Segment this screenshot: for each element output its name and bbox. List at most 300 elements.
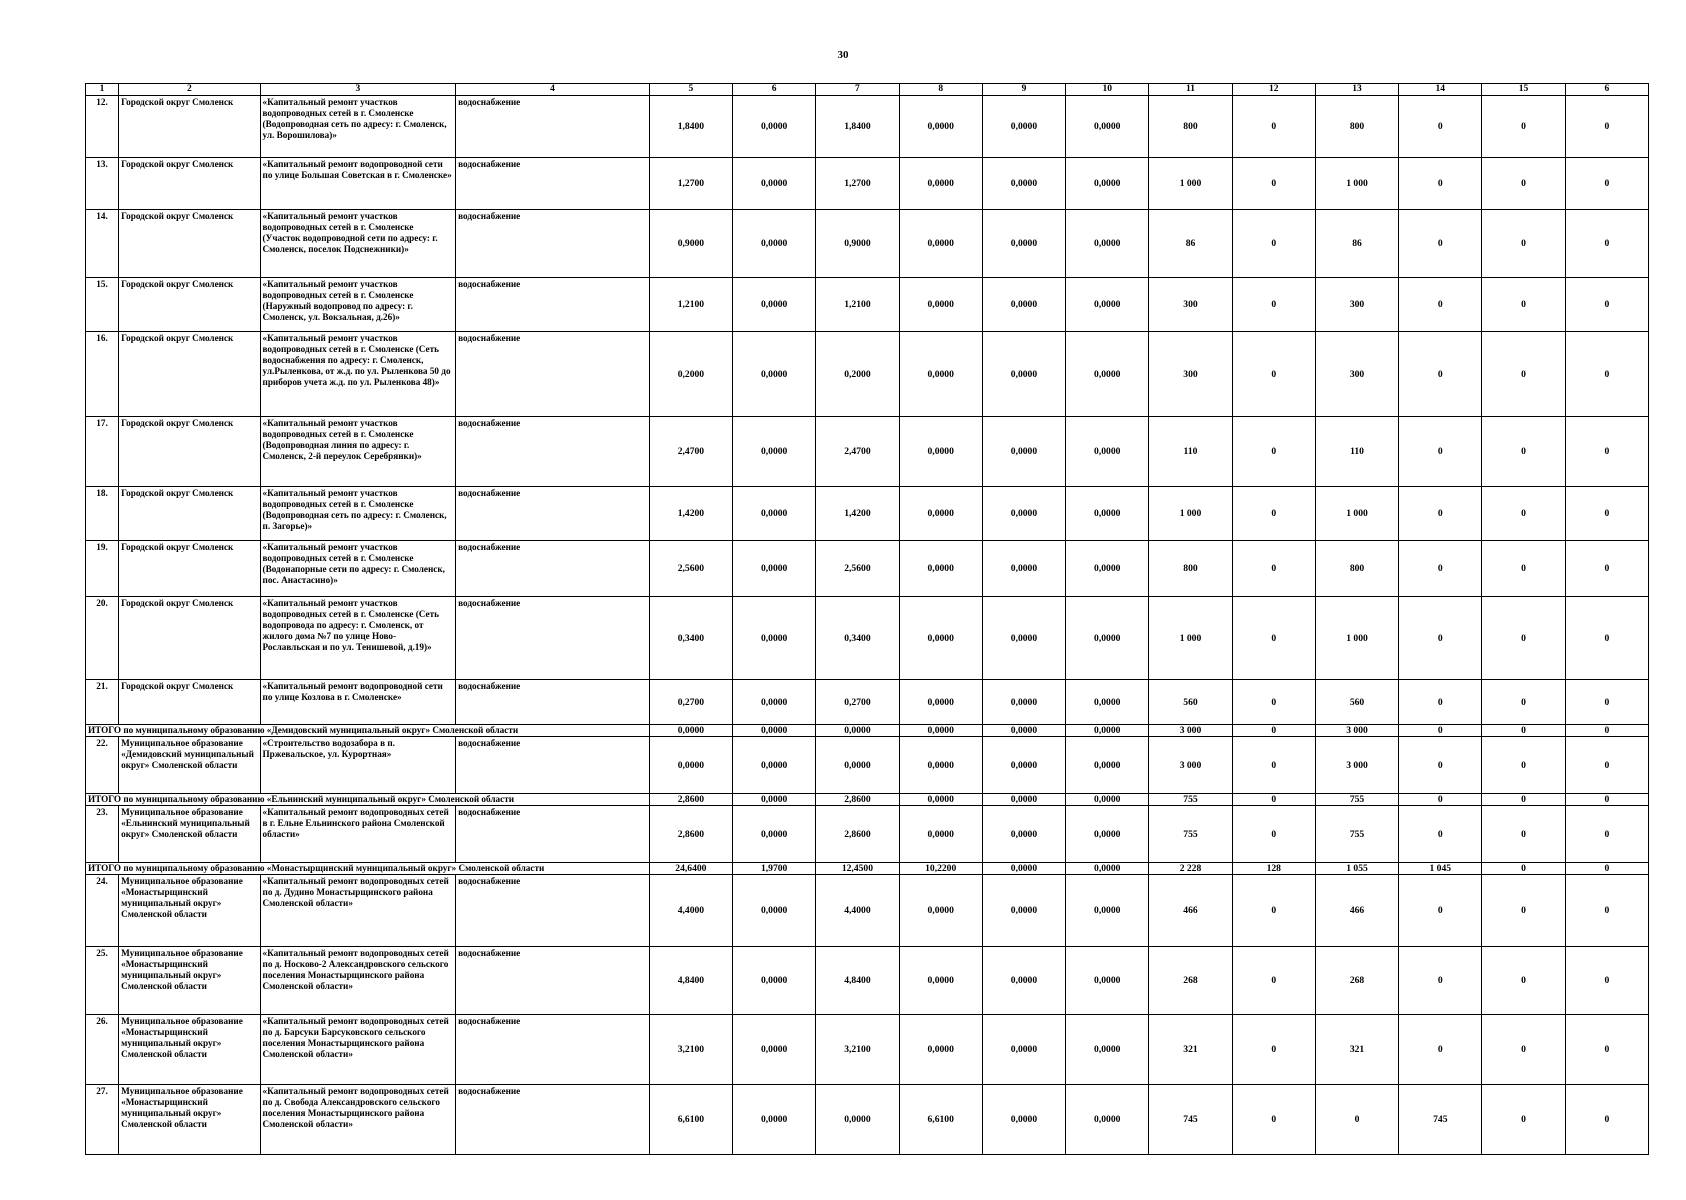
value-cell: 745 xyxy=(1149,1085,1232,1155)
value-cell: 745 xyxy=(1399,1085,1482,1155)
value-cell: 0 xyxy=(1399,158,1482,210)
value-cell: 1,8400 xyxy=(816,96,899,158)
value-cell: 0,0000 xyxy=(733,417,816,487)
value-cell: 2,8600 xyxy=(649,794,732,806)
value-cell: 0 xyxy=(1232,725,1315,737)
value-cell: 0,0000 xyxy=(982,680,1065,725)
value-cell: 0,0000 xyxy=(1066,680,1149,725)
value-cell: 2,8600 xyxy=(816,794,899,806)
value-cell: 0 xyxy=(1565,806,1648,863)
value-cell: 0 xyxy=(1232,947,1315,1015)
value-cell: 0,0000 xyxy=(899,487,982,541)
value-cell: 755 xyxy=(1315,794,1398,806)
value-cell: 1,2700 xyxy=(649,158,732,210)
value-cell: 0 xyxy=(1232,210,1315,278)
project-name-cell: «Капитальный ремонт участков водопроводных сетей в г. Смоленске (Водонапорные сети по адресу: г. Смоленск, пос. Анастасино)» xyxy=(260,541,456,597)
column-number-header: 14 xyxy=(1399,84,1482,96)
value-cell: 0,0000 xyxy=(1066,947,1149,1015)
value-cell: 1 000 xyxy=(1315,487,1398,541)
value-cell: 86 xyxy=(1315,210,1398,278)
value-cell: 0,0000 xyxy=(982,597,1065,680)
value-cell: 0,0000 xyxy=(733,737,816,794)
row-number: 25. xyxy=(86,947,119,1015)
value-cell: 0,0000 xyxy=(733,794,816,806)
value-cell: 0,2000 xyxy=(816,332,899,417)
value-cell: 560 xyxy=(1149,680,1232,725)
value-cell: 0,0000 xyxy=(1066,875,1149,947)
value-cell: 110 xyxy=(1315,417,1398,487)
value-cell: 0,0000 xyxy=(733,332,816,417)
value-cell: 4,8400 xyxy=(816,947,899,1015)
value-cell: 0 xyxy=(1565,210,1648,278)
value-cell: 12,4500 xyxy=(816,863,899,875)
value-cell: 24,6400 xyxy=(649,863,732,875)
column-number-header: 15 xyxy=(1482,84,1565,96)
value-cell: 0 xyxy=(1565,725,1648,737)
value-cell: 0,0000 xyxy=(1066,1085,1149,1155)
value-cell: 0,0000 xyxy=(733,1085,816,1155)
value-cell: 800 xyxy=(1149,541,1232,597)
value-cell: 0 xyxy=(1482,597,1565,680)
column-number-header: 12 xyxy=(1232,84,1315,96)
subtotal-label: ИТОГО по муниципальному образованию «Демидовский муниципальный округ» Смоленской области xyxy=(86,725,650,737)
value-cell: 0 xyxy=(1315,1085,1398,1155)
municipality-cell: Городской округ Смоленск xyxy=(119,96,260,158)
value-cell: 0 xyxy=(1482,863,1565,875)
value-cell: 0,0000 xyxy=(899,1015,982,1085)
column-number-header: 10 xyxy=(1066,84,1149,96)
municipality-cell: Муниципальное образование «Ельнинский муниципальный округ» Смоленской области xyxy=(119,806,260,863)
value-cell: 0,0000 xyxy=(733,1015,816,1085)
category-cell: водоснабжение xyxy=(456,947,650,1015)
value-cell: 0 xyxy=(1565,417,1648,487)
value-cell: 755 xyxy=(1149,806,1232,863)
value-cell: 321 xyxy=(1315,1015,1398,1085)
project-name-cell: «Капитальный ремонт водопроводных сетей по д. Свобода Александровского сельского поселения Монастырщинского района Смоленской области» xyxy=(260,1085,456,1155)
value-cell: 0 xyxy=(1482,487,1565,541)
value-cell: 0 xyxy=(1565,794,1648,806)
row-number: 26. xyxy=(86,1015,119,1085)
value-cell: 0,0000 xyxy=(899,210,982,278)
value-cell: 0,2700 xyxy=(649,680,732,725)
value-cell: 0,0000 xyxy=(982,487,1065,541)
table-row xyxy=(86,210,1649,278)
row-number: 23. xyxy=(86,806,119,863)
row-number: 13. xyxy=(86,158,119,210)
value-cell: 0 xyxy=(1565,947,1648,1015)
category-cell: водоснабжение xyxy=(456,806,650,863)
category-cell: водоснабжение xyxy=(456,158,650,210)
value-cell: 3,2100 xyxy=(649,1015,732,1085)
value-cell: 0 xyxy=(1399,278,1482,332)
value-cell: 0,0000 xyxy=(1066,278,1149,332)
value-cell: 0,0000 xyxy=(1066,737,1149,794)
value-cell: 1 000 xyxy=(1149,487,1232,541)
value-cell: 3,2100 xyxy=(816,1015,899,1085)
municipality-cell: Городской округ Смоленск xyxy=(119,597,260,680)
value-cell: 0 xyxy=(1399,541,1482,597)
value-cell: 0 xyxy=(1399,680,1482,725)
row-number: 21. xyxy=(86,680,119,725)
column-number-header: 5 xyxy=(649,84,732,96)
value-cell: 0,9000 xyxy=(649,210,732,278)
value-cell: 0,0000 xyxy=(733,278,816,332)
value-cell: 0,0000 xyxy=(899,794,982,806)
category-cell: водоснабжение xyxy=(456,1015,650,1085)
value-cell: 0 xyxy=(1565,96,1648,158)
project-name-cell: «Капитальный ремонт участков водопроводных сетей в г. Смоленске (Сеть водоснабжения по адресу: г. Смоленск, ул.Рыленкова, от ж.д. по ул. Рыленкова 50 до приборов учета ж.д. по ул. Рыленкова 48)» xyxy=(260,332,456,417)
value-cell: 0 xyxy=(1232,158,1315,210)
value-cell: 0,0000 xyxy=(982,158,1065,210)
value-cell: 0,0000 xyxy=(899,680,982,725)
category-cell: водоснабжение xyxy=(456,487,650,541)
value-cell: 0,2700 xyxy=(816,680,899,725)
municipality-cell: Муниципальное образование «Демидовский муниципальный округ» Смоленской области xyxy=(119,737,260,794)
value-cell: 2,5600 xyxy=(816,541,899,597)
value-cell: 0 xyxy=(1399,487,1482,541)
category-cell: водоснабжение xyxy=(456,680,650,725)
value-cell: 0,0000 xyxy=(733,487,816,541)
value-cell: 0 xyxy=(1232,680,1315,725)
value-cell: 3 000 xyxy=(1149,725,1232,737)
project-name-cell: «Капитальный ремонт водопроводных сетей по д. Дудино Монастырщинского района Смоленской области» xyxy=(260,875,456,947)
value-cell: 86 xyxy=(1149,210,1232,278)
value-cell: 0 xyxy=(1565,1085,1648,1155)
value-cell: 0,0000 xyxy=(982,794,1065,806)
table-row xyxy=(86,875,1649,947)
value-cell: 300 xyxy=(1149,278,1232,332)
value-cell: 0,0000 xyxy=(982,806,1065,863)
value-cell: 4,4000 xyxy=(816,875,899,947)
table-row xyxy=(86,947,1649,1015)
column-number-header: 9 xyxy=(982,84,1065,96)
value-cell: 0 xyxy=(1482,947,1565,1015)
value-cell: 0,9000 xyxy=(816,210,899,278)
row-number: 19. xyxy=(86,541,119,597)
project-name-cell: «Капитальный ремонт водопроводных сетей по д. Барсуки Барсуковского сельского поселения Монастырщинского района Смоленской области» xyxy=(260,1015,456,1085)
value-cell: 0,0000 xyxy=(733,96,816,158)
value-cell: 3 000 xyxy=(1315,737,1398,794)
value-cell: 0 xyxy=(1232,332,1315,417)
category-cell: водоснабжение xyxy=(456,541,650,597)
value-cell: 0 xyxy=(1232,487,1315,541)
column-number-header: 7 xyxy=(816,84,899,96)
value-cell: 0 xyxy=(1232,794,1315,806)
value-cell: 0 xyxy=(1482,210,1565,278)
value-cell: 0 xyxy=(1232,1015,1315,1085)
value-cell: 1,2100 xyxy=(649,278,732,332)
value-cell: 0,0000 xyxy=(1066,863,1149,875)
value-cell: 0 xyxy=(1565,487,1648,541)
value-cell: 0,0000 xyxy=(1066,725,1149,737)
row-number: 27. xyxy=(86,1085,119,1155)
category-cell: водоснабжение xyxy=(456,597,650,680)
column-number-row xyxy=(86,84,1649,96)
value-cell: 0 xyxy=(1482,725,1565,737)
value-cell: 0,3400 xyxy=(649,597,732,680)
project-name-cell: «Капитальный ремонт участков водопроводных сетей в г. Смоленске (Участок водопроводной сети по адресу: г. Смоленск, поселок Подснежники)» xyxy=(260,210,456,278)
value-cell: 0,0000 xyxy=(733,541,816,597)
value-cell: 0,0000 xyxy=(1066,806,1149,863)
value-cell: 0 xyxy=(1232,875,1315,947)
value-cell: 1 045 xyxy=(1399,863,1482,875)
subtotal-label: ИТОГО по муниципальному образованию «Монастырщинский муниципальный округ» Смоленской области xyxy=(86,863,650,875)
project-name-cell: «Капитальный ремонт водопроводной сети по улице Большая Советская в г. Смоленске» xyxy=(260,158,456,210)
value-cell: 10,2200 xyxy=(899,863,982,875)
investment-program-table xyxy=(85,83,1649,1155)
value-cell: 0,0000 xyxy=(899,158,982,210)
value-cell: 0,0000 xyxy=(733,680,816,725)
value-cell: 6,6100 xyxy=(649,1085,732,1155)
project-name-cell: «Капитальный ремонт участков водопроводных сетей в г. Смоленске (Водопроводная линия по адресу: г. Смоленск, 2-й переулок Серебрянки)» xyxy=(260,417,456,487)
municipality-cell: Муниципальное образование «Монастырщинский муниципальный округ» Смоленской области xyxy=(119,1085,260,1155)
column-number-header: 6 xyxy=(733,84,816,96)
municipality-cell: Городской округ Смоленск xyxy=(119,332,260,417)
value-cell: 0,0000 xyxy=(899,417,982,487)
row-number: 20. xyxy=(86,597,119,680)
value-cell: 0,0000 xyxy=(899,737,982,794)
category-cell: водоснабжение xyxy=(456,417,650,487)
column-number-header: 11 xyxy=(1149,84,1232,96)
row-number: 24. xyxy=(86,875,119,947)
value-cell: 0,0000 xyxy=(1066,794,1149,806)
value-cell: 1 000 xyxy=(1315,597,1398,680)
value-cell: 0 xyxy=(1232,278,1315,332)
value-cell: 1 055 xyxy=(1315,863,1398,875)
value-cell: 0 xyxy=(1565,541,1648,597)
value-cell: 0 xyxy=(1482,806,1565,863)
value-cell: 0,0000 xyxy=(982,96,1065,158)
project-name-cell: «Капитальный ремонт водопроводных сетей в г. Ельне Ельнинского района Смоленской области» xyxy=(260,806,456,863)
municipality-cell: Городской округ Смоленск xyxy=(119,210,260,278)
value-cell: 0,0000 xyxy=(733,210,816,278)
column-number-header: 2 xyxy=(119,84,260,96)
value-cell: 800 xyxy=(1315,96,1398,158)
category-cell: водоснабжение xyxy=(456,1085,650,1155)
value-cell: 0 xyxy=(1399,332,1482,417)
value-cell: 0 xyxy=(1565,158,1648,210)
value-cell: 0 xyxy=(1565,332,1648,417)
municipality-cell: Городской округ Смоленск xyxy=(119,487,260,541)
value-cell: 0,0000 xyxy=(982,1085,1065,1155)
value-cell: 0,0000 xyxy=(982,863,1065,875)
table-row xyxy=(86,680,1649,725)
value-cell: 0 xyxy=(1482,96,1565,158)
value-cell: 0,0000 xyxy=(982,947,1065,1015)
value-cell: 0,0000 xyxy=(816,1085,899,1155)
value-cell: 0 xyxy=(1399,96,1482,158)
value-cell: 1,2100 xyxy=(816,278,899,332)
value-cell: 0,2000 xyxy=(649,332,732,417)
table-row xyxy=(86,487,1649,541)
value-cell: 321 xyxy=(1149,1015,1232,1085)
table-row xyxy=(86,1085,1649,1155)
value-cell: 6,6100 xyxy=(899,1085,982,1155)
project-name-cell: «Капитальный ремонт участков водопроводных сетей в г. Смоленске (Наружный водопровод по адресу: г. Смоленск, ул. Вокзальная, д.26)» xyxy=(260,278,456,332)
table-row xyxy=(86,806,1649,863)
value-cell: 3 000 xyxy=(1149,737,1232,794)
value-cell: 0 xyxy=(1482,278,1565,332)
table-row xyxy=(86,1015,1649,1085)
table-row xyxy=(86,332,1649,417)
column-number-header: 6 xyxy=(1565,84,1648,96)
value-cell: 0 xyxy=(1565,278,1648,332)
value-cell: 0,0000 xyxy=(1066,332,1149,417)
page-number: 30 xyxy=(837,49,849,61)
value-cell: 0 xyxy=(1232,597,1315,680)
value-cell: 0,0000 xyxy=(1066,487,1149,541)
value-cell: 0,0000 xyxy=(899,725,982,737)
value-cell: 4,4000 xyxy=(649,875,732,947)
value-cell: 0,0000 xyxy=(982,1015,1065,1085)
column-number-header: 1 xyxy=(86,84,119,96)
value-cell: 0 xyxy=(1482,794,1565,806)
value-cell: 0,0000 xyxy=(1066,96,1149,158)
value-cell: 2 228 xyxy=(1149,863,1232,875)
value-cell: 1,4200 xyxy=(649,487,732,541)
value-cell: 0,0000 xyxy=(899,332,982,417)
value-cell: 0,0000 xyxy=(982,332,1065,417)
value-cell: 0 xyxy=(1482,1085,1565,1155)
value-cell: 0,0000 xyxy=(899,947,982,1015)
value-cell: 268 xyxy=(1149,947,1232,1015)
value-cell: 0,0000 xyxy=(982,417,1065,487)
value-cell: 300 xyxy=(1315,278,1398,332)
municipality-cell: Муниципальное образование «Монастырщинский муниципальный округ» Смоленской области xyxy=(119,947,260,1015)
category-cell: водоснабжение xyxy=(456,875,650,947)
table-row xyxy=(86,96,1649,158)
value-cell: 0,0000 xyxy=(1066,1015,1149,1085)
category-cell: водоснабжение xyxy=(456,737,650,794)
value-cell: 0 xyxy=(1399,1015,1482,1085)
value-cell: 0 xyxy=(1399,875,1482,947)
value-cell: 755 xyxy=(1315,806,1398,863)
municipality-cell: Муниципальное образование «Монастырщинский муниципальный округ» Смоленской области xyxy=(119,875,260,947)
value-cell: 0 xyxy=(1232,417,1315,487)
value-cell: 800 xyxy=(1149,96,1232,158)
row-number: 14. xyxy=(86,210,119,278)
value-cell: 0,0000 xyxy=(899,806,982,863)
value-cell: 0 xyxy=(1482,737,1565,794)
value-cell: 1 000 xyxy=(1149,597,1232,680)
value-cell: 0,0000 xyxy=(733,725,816,737)
value-cell: 0 xyxy=(1399,210,1482,278)
value-cell: 0 xyxy=(1482,680,1565,725)
value-cell: 0,0000 xyxy=(982,541,1065,597)
value-cell: 0 xyxy=(1482,332,1565,417)
value-cell: 0,0000 xyxy=(733,806,816,863)
value-cell: 0,0000 xyxy=(649,737,732,794)
table-row xyxy=(86,541,1649,597)
value-cell: 0 xyxy=(1232,96,1315,158)
category-cell: водоснабжение xyxy=(456,96,650,158)
value-cell: 466 xyxy=(1149,875,1232,947)
table-row xyxy=(86,417,1649,487)
value-cell: 0,3400 xyxy=(816,597,899,680)
column-number-header: 4 xyxy=(456,84,650,96)
value-cell: 0,0000 xyxy=(899,597,982,680)
value-cell: 0 xyxy=(1399,597,1482,680)
municipality-cell: Городской округ Смоленск xyxy=(119,541,260,597)
municipality-cell: Городской округ Смоленск xyxy=(119,278,260,332)
row-number: 16. xyxy=(86,332,119,417)
project-name-cell: «Капитальный ремонт участков водопроводных сетей в г. Смоленске (Водопроводная сеть по адресу: г. Смоленск, п. Загорье)» xyxy=(260,487,456,541)
value-cell: 0,0000 xyxy=(733,947,816,1015)
value-cell: 0 xyxy=(1565,597,1648,680)
value-cell: 4,8400 xyxy=(649,947,732,1015)
value-cell: 0,0000 xyxy=(982,737,1065,794)
column-number-header: 8 xyxy=(899,84,982,96)
value-cell: 2,4700 xyxy=(816,417,899,487)
value-cell: 0 xyxy=(1482,875,1565,947)
project-name-cell: «Капитальный ремонт участков водопроводных сетей в г. Смоленске (Сеть водопровода по адресу: г. Смоленск, от жилого дома №7 по улице Ново-Рославльская и по ул. Тенишевой, д.19)» xyxy=(260,597,456,680)
value-cell: 0,0000 xyxy=(982,210,1065,278)
project-name-cell: «Капитальный ремонт водопроводных сетей по д. Носково-2 Александровского сельского поселения Монастырщинского района Смоленской области» xyxy=(260,947,456,1015)
value-cell: 0,0000 xyxy=(816,725,899,737)
category-cell: водоснабжение xyxy=(456,278,650,332)
value-cell: 128 xyxy=(1232,863,1315,875)
value-cell: 1,8400 xyxy=(649,96,732,158)
value-cell: 0,0000 xyxy=(816,737,899,794)
municipality-cell: Городской округ Смоленск xyxy=(119,680,260,725)
row-number: 18. xyxy=(86,487,119,541)
value-cell: 0 xyxy=(1565,863,1648,875)
value-cell: 0 xyxy=(1232,806,1315,863)
value-cell: 0 xyxy=(1232,737,1315,794)
table-row xyxy=(86,737,1649,794)
project-name-cell: «Капитальный ремонт водопроводной сети по улице Козлова в г. Смоленске» xyxy=(260,680,456,725)
table-row xyxy=(86,597,1649,680)
value-cell: 1 000 xyxy=(1149,158,1232,210)
municipality-cell: Муниципальное образование «Монастырщинский муниципальный округ» Смоленской области xyxy=(119,1015,260,1085)
value-cell: 300 xyxy=(1149,332,1232,417)
row-number: 12. xyxy=(86,96,119,158)
value-cell: 0 xyxy=(1232,1085,1315,1155)
value-cell: 0,0000 xyxy=(1066,210,1149,278)
value-cell: 0 xyxy=(1399,417,1482,487)
value-cell: 1,9700 xyxy=(733,863,816,875)
row-number: 22. xyxy=(86,737,119,794)
table-row xyxy=(86,278,1649,332)
value-cell: 466 xyxy=(1315,875,1398,947)
value-cell: 0 xyxy=(1399,806,1482,863)
value-cell: 0,0000 xyxy=(899,278,982,332)
column-number-header: 3 xyxy=(260,84,456,96)
value-cell: 268 xyxy=(1315,947,1398,1015)
table-row xyxy=(86,158,1649,210)
value-cell: 0,0000 xyxy=(899,96,982,158)
value-cell: 110 xyxy=(1149,417,1232,487)
project-name-cell: «Строительство водозабора в п. Пржевальское, ул. Курортная» xyxy=(260,737,456,794)
column-number-header: 13 xyxy=(1315,84,1398,96)
value-cell: 0,0000 xyxy=(733,875,816,947)
value-cell: 0,0000 xyxy=(649,725,732,737)
value-cell: 2,8600 xyxy=(816,806,899,863)
value-cell: 0 xyxy=(1232,541,1315,597)
value-cell: 0 xyxy=(1482,541,1565,597)
value-cell: 0,0000 xyxy=(1066,541,1149,597)
value-cell: 0 xyxy=(1399,794,1482,806)
value-cell: 0 xyxy=(1565,875,1648,947)
value-cell: 0,0000 xyxy=(982,278,1065,332)
value-cell: 1,4200 xyxy=(816,487,899,541)
value-cell: 0,0000 xyxy=(1066,597,1149,680)
value-cell: 0 xyxy=(1399,737,1482,794)
value-cell: 0 xyxy=(1399,725,1482,737)
value-cell: 0 xyxy=(1565,680,1648,725)
municipality-cell: Городской округ Смоленск xyxy=(119,417,260,487)
value-cell: 0 xyxy=(1482,158,1565,210)
